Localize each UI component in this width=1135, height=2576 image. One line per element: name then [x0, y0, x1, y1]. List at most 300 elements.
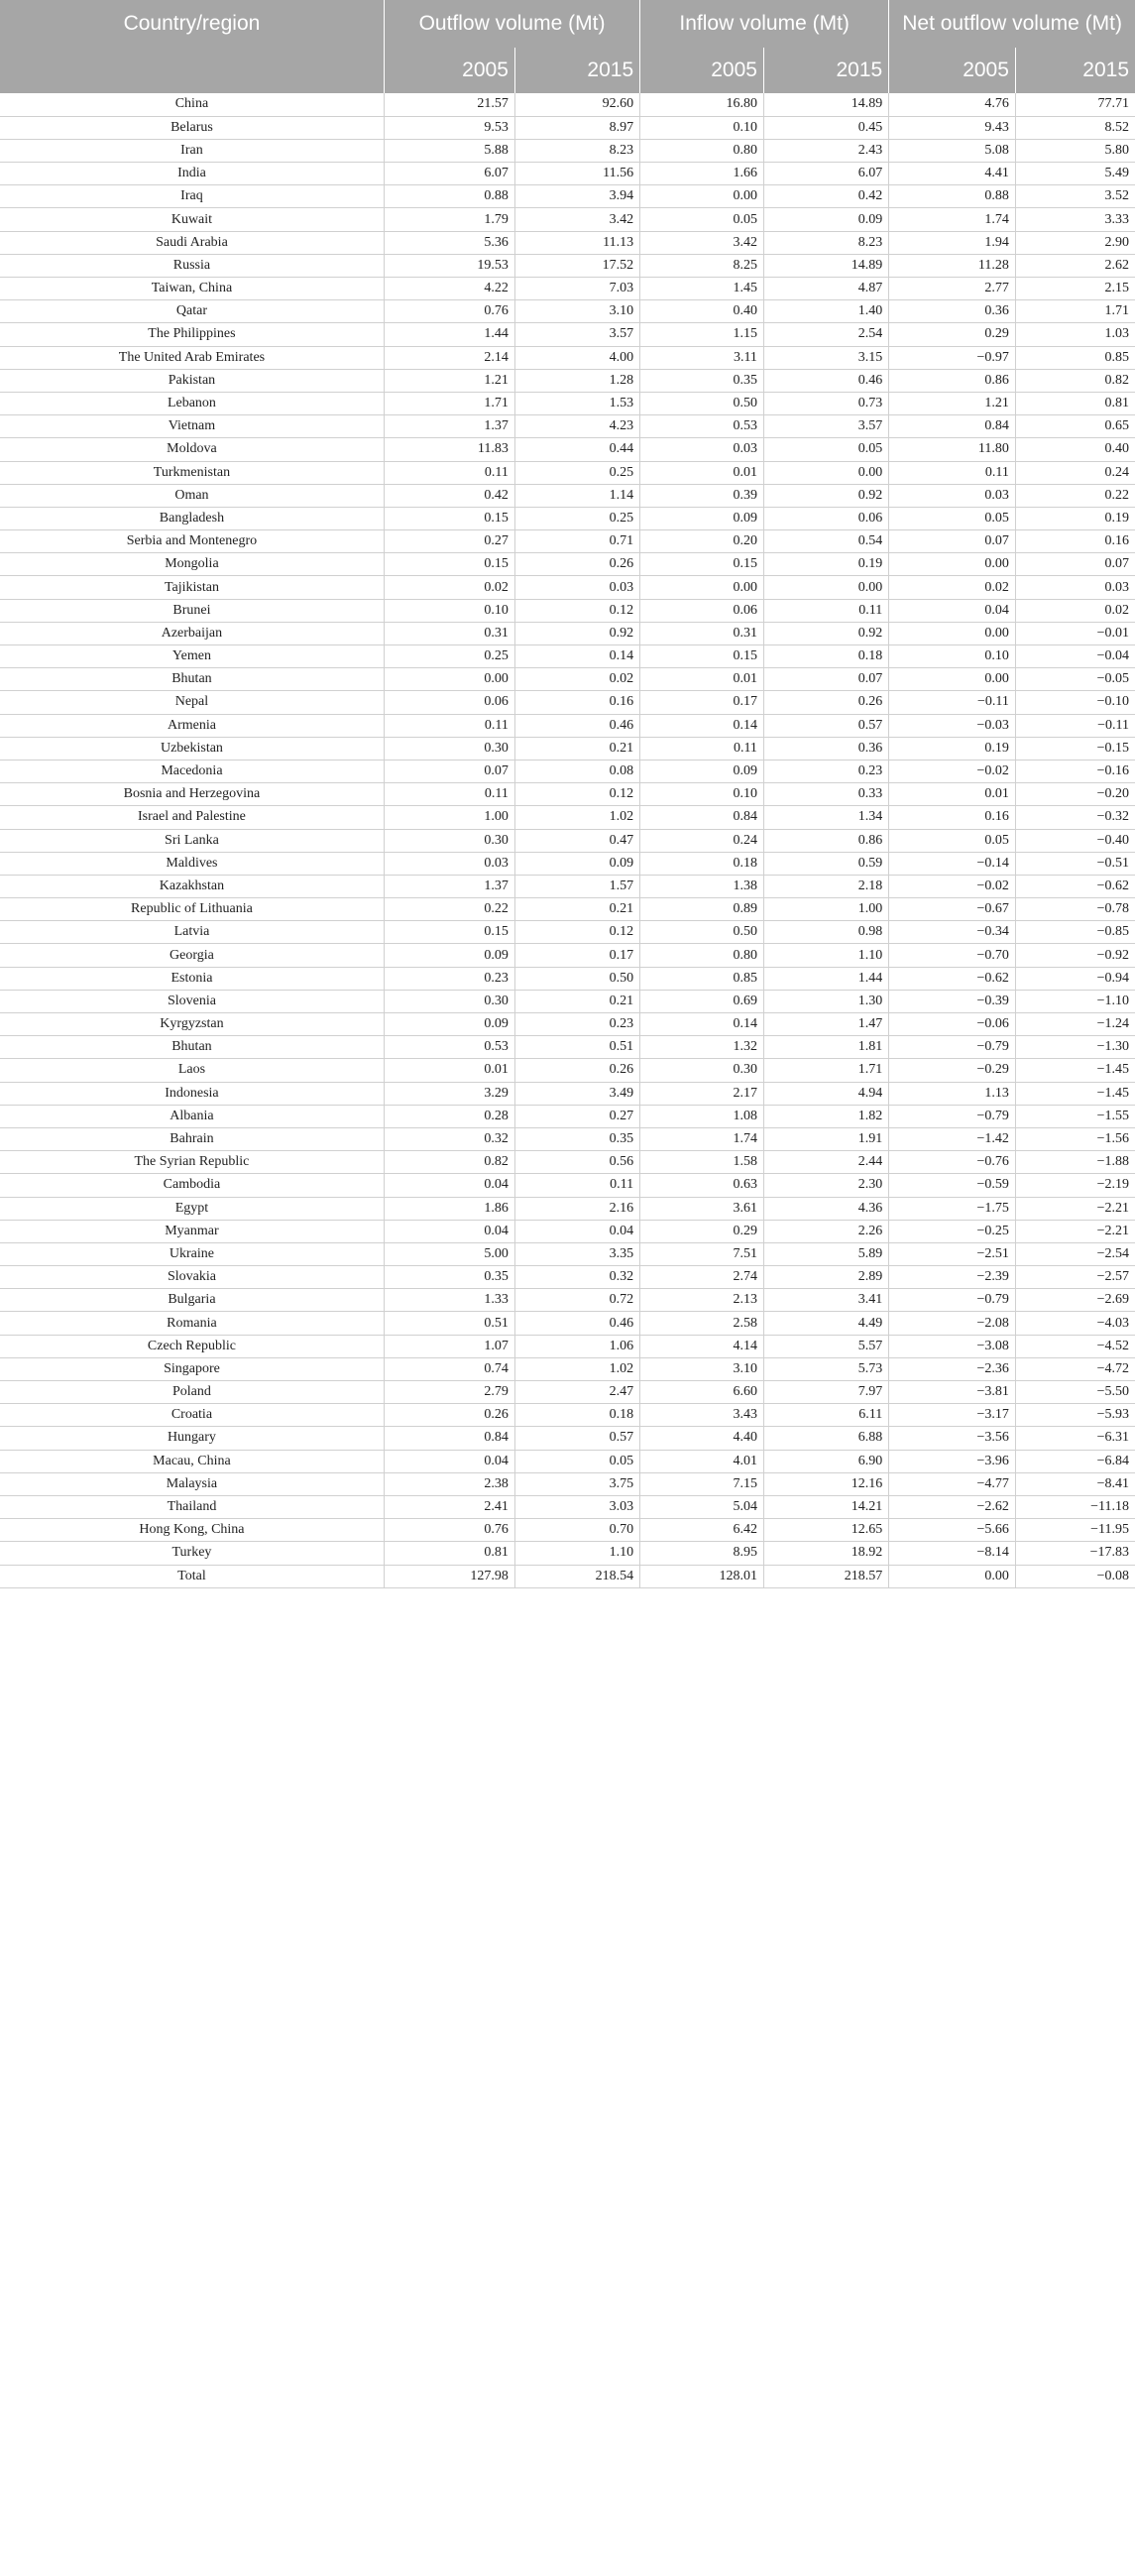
cell-outflow-2005: 0.35 [384, 1266, 514, 1289]
cell-outflow-2015: 92.60 [514, 93, 639, 116]
cell-net-outflow-2005: 0.01 [889, 783, 1016, 806]
cell-net-outflow-2005: −0.67 [889, 898, 1016, 921]
cell-outflow-2005: 0.88 [384, 185, 514, 208]
table-row [0, 461, 1135, 484]
cell-outflow-2015: 0.57 [514, 1427, 639, 1450]
cell-net-outflow-2005: −0.02 [889, 760, 1016, 782]
table-row [0, 163, 1135, 185]
cell-outflow-2015: 0.47 [514, 829, 639, 852]
cell-outflow-2015: 0.35 [514, 1127, 639, 1150]
cell-outflow-2015: 3.10 [514, 300, 639, 323]
table-row [0, 1036, 1135, 1059]
header-inflow-volume: Inflow volume (Mt) [640, 0, 889, 48]
cell-country-name: The Syrian Republic [0, 1151, 384, 1174]
cell-outflow-2015: 4.00 [514, 346, 639, 369]
cell-outflow-2015: 218.54 [514, 1565, 639, 1587]
cell-net-outflow-2015: −0.62 [1015, 875, 1135, 897]
cell-inflow-2015: 5.89 [763, 1242, 888, 1265]
cell-outflow-2005: 0.30 [384, 990, 514, 1012]
cell-inflow-2015: 7.97 [763, 1381, 888, 1404]
cell-net-outflow-2015: −2.19 [1015, 1174, 1135, 1197]
cell-outflow-2005: 1.86 [384, 1197, 514, 1220]
cell-outflow-2005: 0.51 [384, 1312, 514, 1335]
cell-net-outflow-2005: −2.08 [889, 1312, 1016, 1335]
cell-net-outflow-2015: −0.94 [1015, 967, 1135, 990]
cell-outflow-2005: 0.81 [384, 1542, 514, 1565]
cell-outflow-2005: 2.79 [384, 1381, 514, 1404]
cell-net-outflow-2015: −2.21 [1015, 1220, 1135, 1242]
cell-inflow-2005: 1.08 [640, 1105, 764, 1127]
cell-inflow-2005: 1.32 [640, 1036, 764, 1059]
cell-net-outflow-2005: −4.77 [889, 1472, 1016, 1495]
cell-outflow-2005: 0.42 [384, 484, 514, 507]
cell-inflow-2005: 0.01 [640, 668, 764, 691]
cell-inflow-2015: 18.92 [763, 1542, 888, 1565]
cell-country-name: Pakistan [0, 369, 384, 392]
cell-outflow-2015: 0.25 [514, 461, 639, 484]
cell-country-name: Malaysia [0, 1472, 384, 1495]
cell-outflow-2015: 2.16 [514, 1197, 639, 1220]
cell-net-outflow-2015: 3.33 [1015, 208, 1135, 231]
cell-net-outflow-2005: 0.04 [889, 599, 1016, 622]
cell-net-outflow-2005: 0.86 [889, 369, 1016, 392]
cell-net-outflow-2005: −2.36 [889, 1357, 1016, 1380]
table-row [0, 622, 1135, 644]
table-row [0, 93, 1135, 116]
cell-country-name: Bulgaria [0, 1289, 384, 1312]
cell-net-outflow-2005: −0.29 [889, 1059, 1016, 1082]
cell-outflow-2015: 0.25 [514, 507, 639, 529]
cell-outflow-2015: 8.23 [514, 139, 639, 162]
cell-outflow-2005: 0.07 [384, 760, 514, 782]
cell-net-outflow-2005: 0.00 [889, 668, 1016, 691]
cell-net-outflow-2005: 0.00 [889, 553, 1016, 576]
cell-inflow-2015: 0.09 [763, 208, 888, 231]
table-row [0, 1335, 1135, 1357]
cell-country-name: Cambodia [0, 1174, 384, 1197]
cell-net-outflow-2015: −0.78 [1015, 898, 1135, 921]
cell-net-outflow-2005: −8.14 [889, 1542, 1016, 1565]
cell-inflow-2005: 0.15 [640, 645, 764, 668]
table-row [0, 921, 1135, 944]
cell-country-name: Israel and Palestine [0, 806, 384, 829]
cell-net-outflow-2005: −3.08 [889, 1335, 1016, 1357]
cell-outflow-2005: 0.15 [384, 507, 514, 529]
header-country-region: Country/region [0, 0, 384, 48]
cell-country-name: Croatia [0, 1404, 384, 1427]
cell-net-outflow-2015: −1.56 [1015, 1127, 1135, 1150]
cell-outflow-2015: 0.05 [514, 1450, 639, 1472]
cell-inflow-2005: 6.42 [640, 1519, 764, 1542]
table-row [0, 231, 1135, 254]
cell-inflow-2015: 1.81 [763, 1036, 888, 1059]
cell-inflow-2015: 1.00 [763, 898, 888, 921]
cell-net-outflow-2015: −0.20 [1015, 783, 1135, 806]
cell-outflow-2005: 0.27 [384, 530, 514, 553]
cell-inflow-2005: 0.63 [640, 1174, 764, 1197]
cell-outflow-2005: 0.04 [384, 1174, 514, 1197]
cell-outflow-2015: 0.18 [514, 1404, 639, 1427]
cell-net-outflow-2005: 0.29 [889, 323, 1016, 346]
cell-net-outflow-2005: 1.74 [889, 208, 1016, 231]
cell-outflow-2015: 0.03 [514, 576, 639, 599]
cell-country-name: Latvia [0, 921, 384, 944]
cell-net-outflow-2005: 0.05 [889, 829, 1016, 852]
table-row [0, 576, 1135, 599]
cell-net-outflow-2005: 0.36 [889, 300, 1016, 323]
cell-net-outflow-2005: −0.79 [889, 1036, 1016, 1059]
table-row [0, 783, 1135, 806]
cell-inflow-2005: 1.15 [640, 323, 764, 346]
table-row [0, 1404, 1135, 1427]
cell-outflow-2005: 0.76 [384, 1519, 514, 1542]
cell-inflow-2005: 0.09 [640, 507, 764, 529]
cell-outflow-2005: 0.22 [384, 898, 514, 921]
cell-net-outflow-2015: −1.30 [1015, 1036, 1135, 1059]
cell-inflow-2015: 0.19 [763, 553, 888, 576]
cell-inflow-2015: 0.73 [763, 392, 888, 414]
cell-net-outflow-2005: 0.84 [889, 415, 1016, 438]
cell-outflow-2005: 21.57 [384, 93, 514, 116]
cell-inflow-2005: 1.66 [640, 163, 764, 185]
cell-outflow-2015: 0.26 [514, 553, 639, 576]
table-row [0, 875, 1135, 897]
header-net-outflow-2005: 2005 [889, 48, 1016, 93]
cell-inflow-2015: 1.10 [763, 944, 888, 967]
cell-inflow-2015: 2.44 [763, 1151, 888, 1174]
header-net-outflow-2015: 2015 [1015, 48, 1135, 93]
cell-net-outflow-2015: 0.22 [1015, 484, 1135, 507]
cell-net-outflow-2005: −0.25 [889, 1220, 1016, 1242]
cell-inflow-2015: 8.23 [763, 231, 888, 254]
cell-country-name: Kyrgyzstan [0, 1013, 384, 1036]
table-row [0, 1519, 1135, 1542]
cell-net-outflow-2005: 11.28 [889, 254, 1016, 277]
cell-net-outflow-2015: 0.16 [1015, 530, 1135, 553]
cell-net-outflow-2005: 0.10 [889, 645, 1016, 668]
cell-inflow-2005: 0.80 [640, 139, 764, 162]
cell-outflow-2005: 0.74 [384, 1357, 514, 1380]
cell-inflow-2005: 7.51 [640, 1242, 764, 1265]
table-row [0, 1013, 1135, 1036]
table-body [0, 93, 1135, 1587]
cell-outflow-2015: 1.28 [514, 369, 639, 392]
cell-outflow-2005: 1.44 [384, 323, 514, 346]
cell-outflow-2005: 0.04 [384, 1450, 514, 1472]
cell-net-outflow-2015: −0.16 [1015, 760, 1135, 782]
cell-outflow-2015: 0.92 [514, 622, 639, 644]
cell-country-name: Slovakia [0, 1266, 384, 1289]
header-row-groups [0, 0, 1135, 48]
cell-inflow-2005: 0.00 [640, 576, 764, 599]
cell-country-name: Tajikistan [0, 576, 384, 599]
cell-inflow-2005: 1.45 [640, 278, 764, 300]
cell-country-name: Ukraine [0, 1242, 384, 1265]
cell-country-name: Georgia [0, 944, 384, 967]
cell-net-outflow-2015: 0.40 [1015, 438, 1135, 461]
cell-outflow-2005: 1.21 [384, 369, 514, 392]
table-row [0, 415, 1135, 438]
cell-net-outflow-2015: −0.01 [1015, 622, 1135, 644]
cell-country-name: Slovenia [0, 990, 384, 1012]
cell-inflow-2005: 0.03 [640, 438, 764, 461]
cell-net-outflow-2015: −1.55 [1015, 1105, 1135, 1127]
cell-inflow-2015: 0.05 [763, 438, 888, 461]
cell-inflow-2015: 0.26 [763, 691, 888, 714]
cell-inflow-2005: 3.43 [640, 1404, 764, 1427]
cell-outflow-2005: 1.33 [384, 1289, 514, 1312]
table-row [0, 1220, 1135, 1242]
cell-net-outflow-2015: −11.95 [1015, 1519, 1135, 1542]
cell-outflow-2005: 0.10 [384, 599, 514, 622]
table-row [0, 1105, 1135, 1127]
cell-outflow-2015: 0.21 [514, 737, 639, 760]
cell-outflow-2005: 0.09 [384, 1013, 514, 1036]
cell-outflow-2005: 0.15 [384, 921, 514, 944]
cell-outflow-2005: 0.84 [384, 1427, 514, 1450]
cell-net-outflow-2015: −2.69 [1015, 1289, 1135, 1312]
cell-outflow-2015: 0.11 [514, 1174, 639, 1197]
cell-country-name: Bhutan [0, 1036, 384, 1059]
cell-inflow-2015: 6.88 [763, 1427, 888, 1450]
table-row [0, 1197, 1135, 1220]
cell-outflow-2015: 0.09 [514, 852, 639, 875]
cell-country-name: Bhutan [0, 668, 384, 691]
cell-net-outflow-2015: −2.54 [1015, 1242, 1135, 1265]
table-row-total [0, 1565, 1135, 1587]
cell-net-outflow-2015: 0.07 [1015, 553, 1135, 576]
cell-net-outflow-2015: −4.72 [1015, 1357, 1135, 1380]
cell-inflow-2015: 2.54 [763, 323, 888, 346]
cell-inflow-2015: 0.23 [763, 760, 888, 782]
cell-inflow-2005: 2.74 [640, 1266, 764, 1289]
cell-outflow-2005: 0.30 [384, 737, 514, 760]
cell-net-outflow-2005: −3.56 [889, 1427, 1016, 1450]
cell-country-name: Uzbekistan [0, 737, 384, 760]
cell-net-outflow-2005: −0.76 [889, 1151, 1016, 1174]
cell-net-outflow-2015: −0.11 [1015, 714, 1135, 737]
cell-inflow-2015: 0.86 [763, 829, 888, 852]
table-row [0, 898, 1135, 921]
cell-inflow-2005: 0.10 [640, 116, 764, 139]
cell-outflow-2015: 0.46 [514, 714, 639, 737]
cell-inflow-2015: 1.47 [763, 1013, 888, 1036]
cell-outflow-2015: 2.47 [514, 1381, 639, 1404]
cell-inflow-2015: 0.92 [763, 622, 888, 644]
cell-inflow-2005: 0.40 [640, 300, 764, 323]
cell-outflow-2005: 5.00 [384, 1242, 514, 1265]
header-outflow-2005: 2005 [384, 48, 514, 93]
cell-inflow-2005: 2.17 [640, 1082, 764, 1105]
cell-net-outflow-2015: 2.15 [1015, 278, 1135, 300]
cell-inflow-2015: 4.87 [763, 278, 888, 300]
cell-inflow-2005: 1.58 [640, 1151, 764, 1174]
cell-inflow-2015: 14.89 [763, 93, 888, 116]
cell-net-outflow-2005: −0.59 [889, 1174, 1016, 1197]
cell-net-outflow-2015: −8.41 [1015, 1472, 1135, 1495]
cell-outflow-2005: 0.02 [384, 576, 514, 599]
cell-net-outflow-2005: −0.34 [889, 921, 1016, 944]
cell-net-outflow-2005: −0.70 [889, 944, 1016, 967]
cell-inflow-2015: 3.41 [763, 1289, 888, 1312]
cell-country-name: The United Arab Emirates [0, 346, 384, 369]
cell-inflow-2015: 4.49 [763, 1312, 888, 1335]
cell-net-outflow-2005: −0.39 [889, 990, 1016, 1012]
cell-inflow-2005: 0.11 [640, 737, 764, 760]
cell-inflow-2005: 0.24 [640, 829, 764, 852]
header-inflow-2015: 2015 [763, 48, 888, 93]
cell-outflow-2015: 3.75 [514, 1472, 639, 1495]
cell-outflow-2005: 1.37 [384, 875, 514, 897]
cell-net-outflow-2005: −0.03 [889, 714, 1016, 737]
cell-inflow-2005: 0.14 [640, 714, 764, 737]
cell-net-outflow-2015: −1.24 [1015, 1013, 1135, 1036]
cell-net-outflow-2005: 0.88 [889, 185, 1016, 208]
cell-net-outflow-2015: 5.49 [1015, 163, 1135, 185]
cell-outflow-2015: 17.52 [514, 254, 639, 277]
cell-inflow-2015: 0.11 [763, 599, 888, 622]
cell-net-outflow-2015: −0.05 [1015, 668, 1135, 691]
cell-inflow-2015: 2.30 [763, 1174, 888, 1197]
cell-outflow-2015: 0.72 [514, 1289, 639, 1312]
cell-outflow-2015: 0.04 [514, 1220, 639, 1242]
cell-inflow-2005: 8.95 [640, 1542, 764, 1565]
table-row [0, 944, 1135, 967]
cell-inflow-2015: 2.43 [763, 139, 888, 162]
cell-inflow-2015: 6.11 [763, 1404, 888, 1427]
header-outflow-2015: 2015 [514, 48, 639, 93]
cell-country-name: China [0, 93, 384, 116]
cell-country-name: Moldova [0, 438, 384, 461]
cell-inflow-2015: 12.16 [763, 1472, 888, 1495]
cell-country-name: Albania [0, 1105, 384, 1127]
cell-inflow-2015: 2.26 [763, 1220, 888, 1242]
cell-net-outflow-2005: 0.19 [889, 737, 1016, 760]
cell-country-name: Czech Republic [0, 1335, 384, 1357]
table-row [0, 714, 1135, 737]
cell-outflow-2015: 0.71 [514, 530, 639, 553]
cell-inflow-2015: 4.94 [763, 1082, 888, 1105]
cell-inflow-2005: 1.74 [640, 1127, 764, 1150]
cell-inflow-2015: 0.36 [763, 737, 888, 760]
cell-net-outflow-2005: 1.21 [889, 392, 1016, 414]
cell-net-outflow-2015: 0.65 [1015, 415, 1135, 438]
table-row [0, 392, 1135, 414]
cell-inflow-2015: 0.33 [763, 783, 888, 806]
cell-outflow-2015: 0.23 [514, 1013, 639, 1036]
cell-inflow-2005: 4.40 [640, 1427, 764, 1450]
cell-country-name: Romania [0, 1312, 384, 1335]
cell-inflow-2015: 0.18 [763, 645, 888, 668]
cell-outflow-2005: 1.79 [384, 208, 514, 231]
table-row [0, 484, 1135, 507]
cell-inflow-2005: 6.60 [640, 1381, 764, 1404]
cell-inflow-2005: 0.89 [640, 898, 764, 921]
cell-outflow-2005: 11.83 [384, 438, 514, 461]
cell-country-name: Turkmenistan [0, 461, 384, 484]
cell-net-outflow-2005: −0.02 [889, 875, 1016, 897]
cell-outflow-2015: 0.12 [514, 783, 639, 806]
cell-inflow-2015: 3.15 [763, 346, 888, 369]
cell-inflow-2015: 1.91 [763, 1127, 888, 1150]
table-row [0, 139, 1135, 162]
table-row [0, 1151, 1135, 1174]
cell-inflow-2005: 0.69 [640, 990, 764, 1012]
cell-country-name: Iraq [0, 185, 384, 208]
cell-outflow-2005: 127.98 [384, 1565, 514, 1587]
cell-country-name: Laos [0, 1059, 384, 1082]
cell-country-name: Macedonia [0, 760, 384, 782]
cell-net-outflow-2005: −0.62 [889, 967, 1016, 990]
cell-outflow-2015: 1.06 [514, 1335, 639, 1357]
cell-inflow-2005: 0.30 [640, 1059, 764, 1082]
cell-net-outflow-2015: −1.88 [1015, 1151, 1135, 1174]
table-row [0, 599, 1135, 622]
cell-country-name: Hungary [0, 1427, 384, 1450]
cell-net-outflow-2015: −0.51 [1015, 852, 1135, 875]
cell-inflow-2015: 0.07 [763, 668, 888, 691]
cell-country-name: Republic of Lithuania [0, 898, 384, 921]
cell-outflow-2005: 0.11 [384, 714, 514, 737]
cell-outflow-2005: 0.15 [384, 553, 514, 576]
cell-inflow-2005: 0.00 [640, 185, 764, 208]
cell-inflow-2015: 1.40 [763, 300, 888, 323]
cell-net-outflow-2005: −0.97 [889, 346, 1016, 369]
cell-net-outflow-2005: 11.80 [889, 438, 1016, 461]
cell-inflow-2005: 16.80 [640, 93, 764, 116]
header-inflow-2005: 2005 [640, 48, 764, 93]
table-row [0, 1059, 1135, 1082]
cell-net-outflow-2015: 3.52 [1015, 185, 1135, 208]
cell-net-outflow-2015: 0.85 [1015, 346, 1135, 369]
cell-net-outflow-2015: −2.57 [1015, 1266, 1135, 1289]
cell-inflow-2015: 12.65 [763, 1519, 888, 1542]
cell-country-name: Lebanon [0, 392, 384, 414]
cell-country-name: Mongolia [0, 553, 384, 576]
cell-inflow-2005: 0.05 [640, 208, 764, 231]
cell-outflow-2015: 3.94 [514, 185, 639, 208]
cell-outflow-2015: 0.08 [514, 760, 639, 782]
cell-outflow-2015: 1.14 [514, 484, 639, 507]
cell-outflow-2005: 0.09 [384, 944, 514, 967]
cell-inflow-2005: 1.38 [640, 875, 764, 897]
cell-country-name: Kazakhstan [0, 875, 384, 897]
cell-inflow-2005: 0.39 [640, 484, 764, 507]
cell-net-outflow-2015: −0.08 [1015, 1565, 1135, 1587]
cell-outflow-2005: 0.00 [384, 668, 514, 691]
cell-net-outflow-2015: 0.03 [1015, 576, 1135, 599]
cell-inflow-2005: 0.09 [640, 760, 764, 782]
cell-country-name: Estonia [0, 967, 384, 990]
cell-country-name: Belarus [0, 116, 384, 139]
cell-net-outflow-2005: −3.17 [889, 1404, 1016, 1427]
cell-outflow-2005: 0.11 [384, 461, 514, 484]
cell-net-outflow-2005: 1.94 [889, 231, 1016, 254]
cell-inflow-2015: 5.57 [763, 1335, 888, 1357]
cell-outflow-2015: 3.42 [514, 208, 639, 231]
cell-net-outflow-2015: 77.71 [1015, 93, 1135, 116]
cell-outflow-2015: 1.02 [514, 1357, 639, 1380]
cell-country-name: Azerbaijan [0, 622, 384, 644]
cell-outflow-2015: 11.13 [514, 231, 639, 254]
cell-outflow-2005: 5.36 [384, 231, 514, 254]
cell-inflow-2015: 218.57 [763, 1565, 888, 1587]
cell-outflow-2015: 3.03 [514, 1495, 639, 1518]
cell-outflow-2015: 0.32 [514, 1266, 639, 1289]
cell-inflow-2015: 0.42 [763, 185, 888, 208]
cell-net-outflow-2015: −5.50 [1015, 1381, 1135, 1404]
table-row [0, 1174, 1135, 1197]
